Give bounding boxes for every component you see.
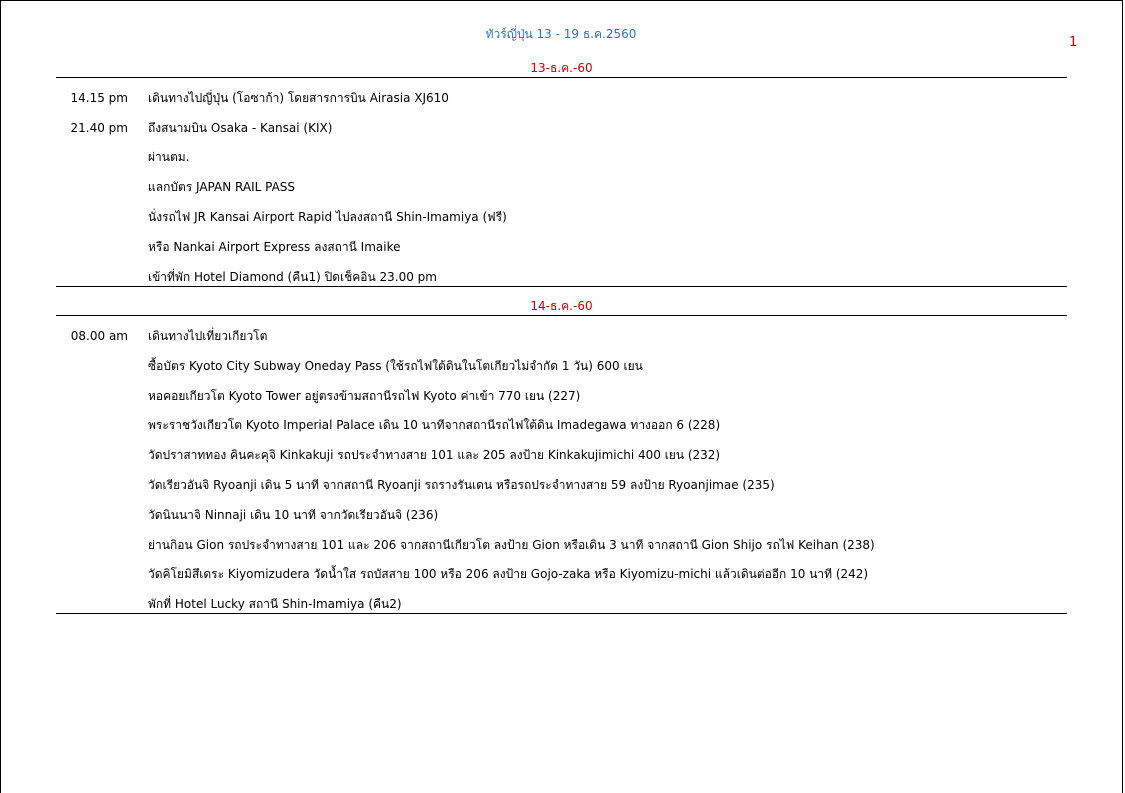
itinerary-row xyxy=(56,386,1067,406)
itinerary-row xyxy=(56,147,1067,167)
itinerary-row xyxy=(56,267,1067,287)
page-number: 1 xyxy=(1069,35,1078,50)
row-description: วัดนินนาจิ Ninnaji เดิน 10 นาที จากวัดเรียวอันจิ (236) xyxy=(148,508,439,522)
itinerary-row xyxy=(56,445,1067,465)
row-description: ถึงสนามบิน Osaka - Kansai (KIX) xyxy=(148,121,333,135)
row-description: วัดปราสาททอง คินคะคุจิ Kinkakuji รถประจำทางสาย 101 และ 205 ลงป้าย Kinkakujimichi 400 เยน (232) xyxy=(148,448,721,462)
itinerary-row xyxy=(56,88,1067,108)
itinerary-row xyxy=(56,177,1067,197)
itinerary-row xyxy=(56,475,1067,495)
row-description: เดินทางไปญี่ปุ่น (โอซาก้า) โดยสารการบิน Airasia XJ610 xyxy=(148,91,449,105)
itinerary-row xyxy=(56,415,1067,435)
divider xyxy=(56,613,1067,614)
day-header: 14-ธ.ค.-60 xyxy=(530,299,593,313)
row-description: แลกบัตร JAPAN RAIL PASS xyxy=(148,180,296,194)
row-description: หอคอยเกียวโต Kyoto Tower อยู่ตรงข้ามสถานีรถไฟ Kyoto ค่าเข้า 770 เยน (227) xyxy=(148,389,581,403)
itinerary-row xyxy=(56,237,1067,257)
itinerary-row xyxy=(56,505,1067,525)
itinerary-row xyxy=(56,356,1067,376)
row-description: วัดคิโยมิสึเดระ Kiyomizudera วัดน้ำใส รถบัสสาย 100 หรือ 206 ลงป้าย Gojo-zaka หรือ Kiyomizu-michi แล้วเดินต่ออีก 10 นาที (242) xyxy=(148,567,869,581)
row-description: วัดเรียวอันจิ Ryoanji เดิน 5 นาที จากสถานี Ryoanji รถรางรันเดน หรือรถประจำทางสาย 59 ลงป้าย Ryoanjimae (235) xyxy=(148,478,775,492)
row-time: 08.00 am xyxy=(70,329,128,343)
row-time: 21.40 pm xyxy=(70,121,128,135)
itinerary-row xyxy=(56,564,1067,584)
itinerary-row xyxy=(56,594,1067,614)
itinerary-row xyxy=(56,326,1067,346)
row-description: ย่านกิอน Gion รถประจำทางสาย 101 และ 206 จากสถานีเกียวโต ลงป้าย Gion หรือเดิน 3 นาที จากสถานี Gion Shijo รถไฟ Keihan (238) xyxy=(148,538,875,552)
document-title: ทัวร์ญี่ปุ่น 13 - 19 ธ.ค.2560 xyxy=(485,27,637,41)
itinerary-row xyxy=(56,207,1067,227)
row-description: เข้าที่พัก Hotel Diamond (คืน1) ปิดเช็คอิน 23.00 pm xyxy=(148,270,437,284)
divider xyxy=(56,77,1067,78)
row-description: พระราชวังเกียวโต Kyoto Imperial Palace เดิน 10 นาทีจากสถานีรถไฟใต้ดิน Imadegawa ทางออก 6 (228) xyxy=(148,418,721,432)
itinerary-row xyxy=(56,535,1067,555)
divider xyxy=(56,315,1067,316)
itinerary-row xyxy=(56,118,1067,138)
divider xyxy=(56,286,1067,287)
day-header: 13-ธ.ค.-60 xyxy=(530,61,593,75)
row-description: เดินทางไปเที่ยวเกียวโต xyxy=(148,329,268,343)
row-description: พักที่ Hotel Lucky สถานี Shin-Imamiya (คืน2) xyxy=(148,597,402,611)
row-description: ผ่านตม. xyxy=(148,150,190,164)
row-time: 14.15 pm xyxy=(70,91,128,105)
row-description: นั่งรถไฟ JR Kansai Airport Rapid ไปลงสถานี Shin-Imamiya (ฟรี) xyxy=(148,210,507,224)
row-description: หรือ Nankai Airport Express ลงสถานี Imaike xyxy=(148,240,401,254)
row-description: ซื้อบัตร Kyoto City Subway Oneday Pass (ใช้รถไฟใต้ดินในโตเกียวไม่จำกัด 1 วัน) 600 เยน xyxy=(148,359,643,373)
